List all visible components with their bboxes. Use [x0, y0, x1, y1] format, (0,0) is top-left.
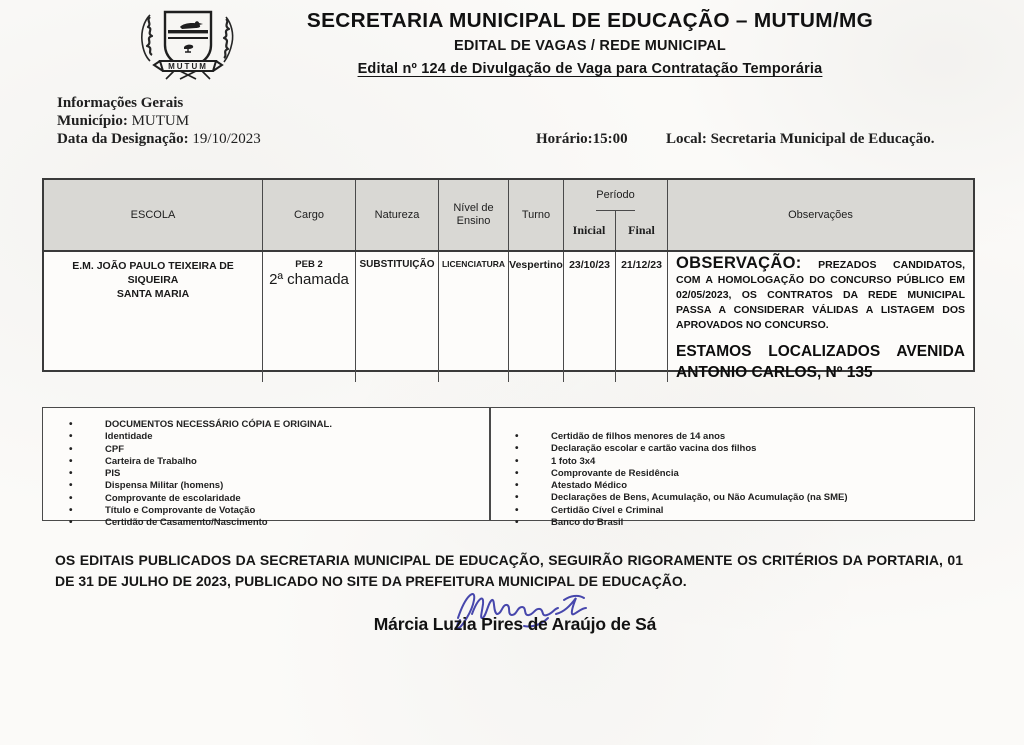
- municipio-label: Município:: [57, 113, 128, 129]
- cargo-value: PEB 2: [295, 259, 323, 270]
- document-item: • Comprovante de Residência: [509, 468, 959, 480]
- document-item: • 1 foto 3x4: [509, 456, 959, 468]
- col-header-turno: Turno: [509, 180, 564, 250]
- logo-banner-text: MUTUM: [168, 62, 208, 71]
- document-item: • Comprovante de escolaridade: [63, 493, 473, 505]
- footer-notice-line1: OS EDITAIS PUBLICADOS DA SECRETARIA MUNICIPAL DE EDUCAÇÃO, SEGUIRÃO RIGORAMENTE OS CRITÉRIOS DA PORTARIA, 01: [55, 552, 963, 568]
- col-header-inicial: Inicial: [564, 211, 616, 250]
- address-line2: ANTONIO CARLOS, Nº 135: [676, 364, 873, 381]
- documents-list-right: [509, 431, 959, 529]
- col-header-nivel: [439, 180, 509, 250]
- subtitle: EDITAL DE VAGAS / REDE MUNICIPAL: [454, 38, 726, 54]
- mutum-coat-of-arms-logo: [136, 5, 240, 81]
- cell-observacoes: [668, 252, 973, 382]
- municipio-line: [57, 112, 977, 130]
- col-header-escola: ESCOLA: [44, 180, 263, 250]
- escola-district: SANTA MARIA: [116, 288, 190, 300]
- local-label: Local:: [666, 131, 707, 147]
- col-header-cargo: Cargo: [263, 180, 356, 250]
- col-header-observacoes: Observações: [788, 209, 853, 221]
- cell-final: 21/12/23: [616, 252, 668, 382]
- col-header-natureza: Natureza: [356, 180, 439, 250]
- municipio-value: MUTUM: [131, 113, 190, 129]
- document-item: • CPF: [63, 444, 473, 456]
- cell-escola: [44, 252, 263, 382]
- cell-cargo: [263, 252, 356, 382]
- document-item: • Declarações de Bens, Acumulação, ou Não Acumulação (na SME): [509, 492, 959, 504]
- col-header-periodo: Período: [596, 180, 635, 211]
- document-header: [250, 10, 930, 77]
- document-item: • Certidão de filhos menores de 14 anos: [509, 431, 959, 443]
- footer-notice-line2: DE 31 DE JULHO DE 2023, PUBLICADO NO SITE DA PREFEITURA MUNICIPAL DE EDUCAÇÃO.: [55, 572, 687, 589]
- document-item: • Certidão de Casamento/Nascimento: [63, 517, 473, 529]
- cell-turno: Vespertino: [509, 252, 564, 382]
- main-title: SECRETARIA MUNICIPAL DE EDUCAÇÃO – MUTUM/MG: [306, 10, 874, 32]
- document-item: • Título e Comprovante de Votação: [63, 505, 473, 517]
- general-info-section: [57, 94, 977, 148]
- edital-number-line: Edital nº 124 de Divulgação de Vaga para Contratação Temporária: [357, 61, 823, 77]
- cargo-chamada: 2ª chamada: [269, 271, 349, 288]
- vacancy-row: [44, 252, 973, 381]
- col-header-final: Final: [628, 223, 655, 237]
- vacancy-table-header: [44, 180, 973, 252]
- local-line: [666, 130, 934, 148]
- document-item: • Banco do Brasil: [509, 517, 959, 529]
- observacao-paragraph: [676, 256, 965, 333]
- documents-column-divider: [489, 408, 491, 520]
- documents-list-left: [63, 419, 473, 530]
- periodo-subheaders: [564, 211, 668, 250]
- address-line1: ESTAMOS LOCALIZADOS AVENIDA: [676, 343, 965, 360]
- local-value: Secretaria Municipal de Educação.: [710, 131, 935, 147]
- cell-nivel: LICENCIATURA: [439, 252, 509, 382]
- document-item: • Dispensa Militar (homens): [63, 480, 473, 492]
- designation-line: [57, 130, 977, 148]
- document-item: • Declaração escolar e cartão vacina dos filhos: [509, 443, 959, 455]
- designation-date-label: Data da Designação:: [57, 131, 189, 147]
- col-header-nivel-label: Nível de Ensino: [453, 202, 494, 227]
- document-item: • Certidão Cível e Criminal: [509, 505, 959, 517]
- cell-natureza: SUBSTITUIÇÃO: [356, 252, 439, 382]
- designation-date: [57, 131, 261, 147]
- designation-date-value: 19/10/2023: [192, 131, 261, 147]
- document-item: • Identidade: [63, 431, 473, 443]
- observacao-title: OBSERVAÇÃO:: [676, 254, 802, 272]
- col-header-periodo-group: [564, 180, 668, 250]
- document-item: • Carteira de Trabalho: [63, 456, 473, 468]
- document-item: • Atestado Médico: [509, 480, 959, 492]
- vacancy-table: [42, 178, 975, 381]
- document-item: • PIS: [63, 468, 473, 480]
- escola-name: E.M. JOÃO PAULO TEIXEIRA DE SIQUEIRA: [72, 260, 234, 286]
- observacao-body: PREZADOS CANDIDATOS, COM A HOMOLOGAÇÃO DO CONCURSO PÚBLICO EM 02/05/2023, OS CONTRATOS DA REDE MUNICIPAL PASSA A CONSIDERAR VÁLIDAS A LISTAGEM DOS APROVADOS NO CONCURSO.: [676, 259, 965, 331]
- document-item: • DOCUMENTOS NECESSÁRIO CÓPIA E ORIGINAL.: [63, 419, 473, 431]
- required-documents-box: [42, 407, 975, 529]
- signatory-name: Márcia Luzia Pires de Araújo de Sá: [373, 614, 657, 634]
- horario-value: Horário:15:00: [536, 131, 628, 147]
- cell-inicial: 23/10/23: [564, 252, 616, 382]
- info-section-title: Informações Gerais: [57, 95, 184, 111]
